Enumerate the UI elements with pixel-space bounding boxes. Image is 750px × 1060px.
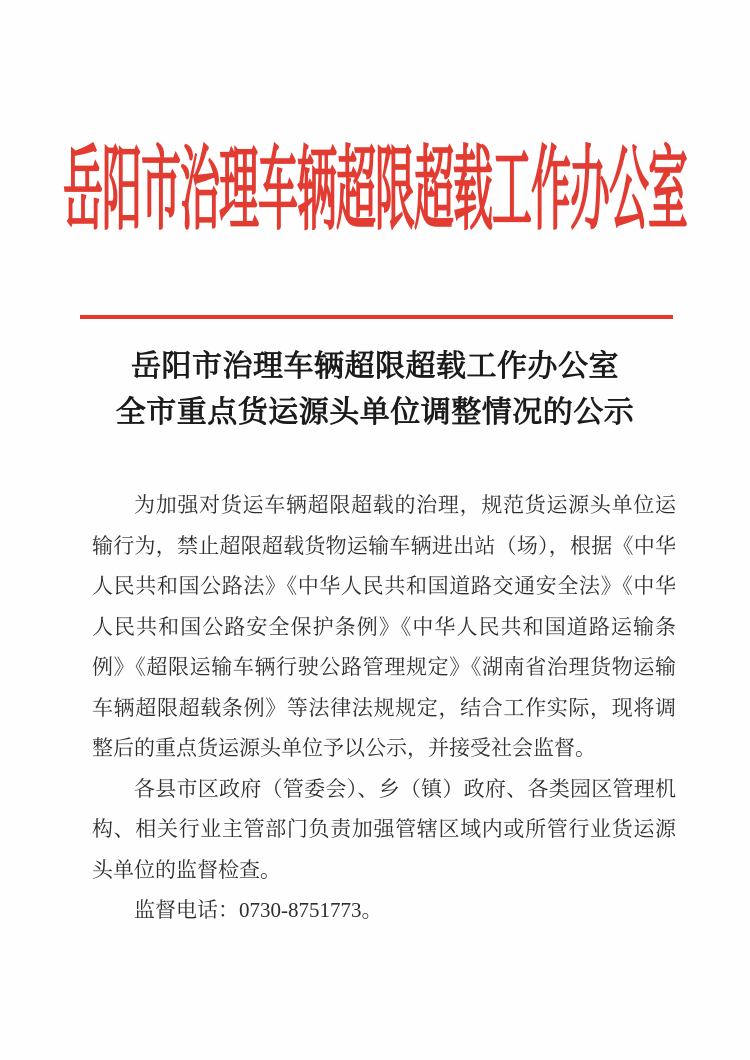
- red-divider-rule: [80, 315, 673, 319]
- letterhead-title: 岳阳市治理车辆超限超载工作办公室: [63, 138, 687, 242]
- notice-body: [92, 485, 676, 931]
- body-paragraph-supervision-phone: 监督电话：0730-8751773。: [134, 898, 383, 922]
- notice-title: [0, 344, 750, 436]
- notice-title-line-2: 全市重点货运源头单位调整情况的公示: [115, 396, 635, 429]
- body-paragraph-responsibility: 各县市区政府（管委会）、乡（镇）政府、各类园区管理机构、相关行业主管部门负责加强管辖区域内或所管行业货运源头单位的监督检查。: [92, 776, 676, 882]
- body-paragraph-legal-basis: 为加强对货运车辆超限超载的治理，规范货运源头单位运输行为，禁止超限超载货物运输车辆进出站（场），根据《中华人民共和国公路法》《中华人民共和国道路交通安全法》《中华人民共和国公路安全保护条例》《中华人民共和国道路运输条例》《超限运输车辆行驶公路管理规定》《湖南省治理货物运输车辆超限超载条例》等法律法规规定，结合工作实际，现将调整后的重点货运源头单位予以公示，并接受社会监督。: [92, 493, 676, 760]
- notice-title-line-1: 岳阳市治理车辆超限超载工作办公室: [131, 350, 619, 383]
